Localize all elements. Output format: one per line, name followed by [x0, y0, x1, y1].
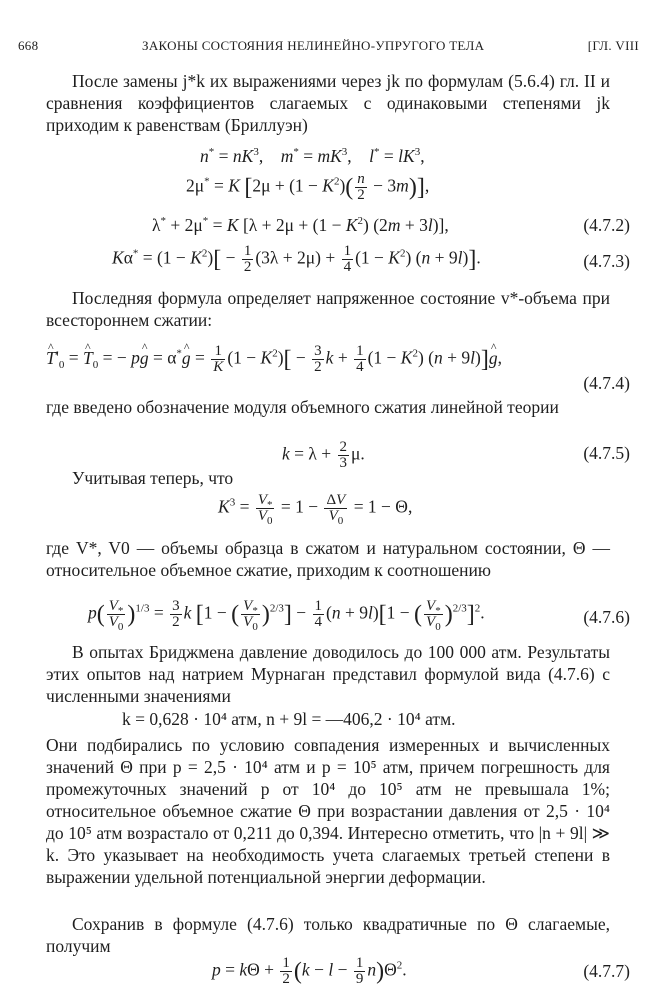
paragraph-5: где V*, V0 — объемы образца в сжатом и натуральном состоянии, Θ — относительное объемное сжатие, приходим к соотношению: [46, 538, 610, 580]
equation-number-476: (4.7.6): [583, 607, 630, 627]
paragraph-4: Учитывая теперь, что: [72, 468, 234, 488]
equation-number-473: (4.7.3): [583, 251, 630, 271]
equation-lambda: λ* + 2μ* = K [$\lambda + 2\mu + (1 - K^2)$ (2m + 3l)],: [152, 215, 449, 235]
paragraph-8: Сохранив в формуле (4.7.6) только квадратичные по Θ слагаемые, получим: [46, 914, 610, 956]
paragraph-3: где введено обозначение модуля объемного сжатия линейной теории: [46, 397, 559, 417]
equation-alpha: $K\alpha^* = (1 - K^2)$[ − $\frac{1}{2}$ (3λ + 2μ) + $\frac{1}{4}$ $(1 - K^2)$ (n + 9l)].: [112, 243, 481, 275]
paragraph-6: В опытах Бриджмена давление доводилось до 100 000 атм. Результаты этих опытов над натрием Мурнаган представил формулой вида (4.7.6) с численными значениями: [46, 642, 610, 706]
chapter-ref: [ГЛ. VIII: [587, 38, 639, 53]
equation-brillouin: $n^* = nK^3$, $m^* = mK^3$, $l^* = lK^3$,: [200, 146, 425, 166]
paragraph-1: После замены j*k их выражениями через jk по формулам (5.6.4) гл. II и сравнения коэффициентов слагаемых с одинаковыми степенями jk приходим к равенствам (Бриллуэн): [46, 71, 610, 135]
equation-final: p = kΘ + $\frac{1}{2}$ (k − l − $\frac{1}{9}$ $n)\Theta^2$.: [212, 955, 407, 987]
equation-number-474: (4.7.4): [583, 373, 630, 393]
equation-values: k = 0,628 · 10⁴ атм, n + 9l = —406,2 · 10⁴ атм.: [122, 709, 456, 729]
equation-number-472: (4.7.2): [583, 215, 630, 235]
paragraph-2: Последняя формула определяет напряженное состояние v*-объема при всестороннем сжатии:: [46, 288, 610, 330]
equation-number-477: (4.7.7): [583, 961, 630, 981]
equation-K-cubed: $K^3$ = $\frac{V_*}{V_0}$ = 1 − $\frac{\Delta V}{V_0}$ = 1 − Θ,: [218, 492, 413, 527]
equation-number-475: (4.7.5): [583, 443, 630, 463]
equation-pressure: p( $\frac{V_*}{V_0}$ )$^{1/3}$ = $\frac{3}{2}$ k [1 − ( $\frac{V_*}{V_0}$ )$^{2/3}$] − $\frac{1}{4}$ (n + 9l)[1 − ( $\frac{V_*}{V_0}$ )$^{2/3}$]$^2$.: [88, 598, 485, 633]
equation-mu: 2μ* = K [$2\mu + (1 - K^2)$( $\frac{n}{2}$ − 3m)],: [186, 171, 430, 203]
equation-bulk-modulus: k = λ + $\frac{2}{3}$ μ.: [282, 439, 365, 471]
paragraph-7: Они подбирались по условию совпадения измеренных и вычисленных значений Θ при p = 2,5 · 10⁴ атм и p = 10⁵ атм, причем погрешность для промежуточных значений p от 10⁴ до 10⁵ атм не превышала 1%; относительное объемное сжатие Θ при возрастании давления от 2,5 · 10⁴ до 10⁵ атм возрастало от 0,211 до 0,394. Интересно отметить, что |n + 9l| ≫ k. Это указывает на необходимость учета слагаемых третьей степени в выражении удельной потенциальной энергии деформации.: [46, 735, 610, 887]
equation-stress: T $\^{}'_0 = T$ $\^{}_0$ = − pg ^ = α*g ^ = $\frac{1}{K}$ $(1 - K^2)$[ − $\frac{3}{2}$ k + $\frac{1}{4}$ $(1 - K^2)$ (n + 9l)]g ^,: [46, 344, 502, 375]
running-title: ЗАКОНЫ СОСТОЯНИЯ НЕЛИНЕЙНО-УПРУГОГО ТЕЛА: [142, 38, 485, 53]
page-number: 668: [18, 38, 39, 53]
